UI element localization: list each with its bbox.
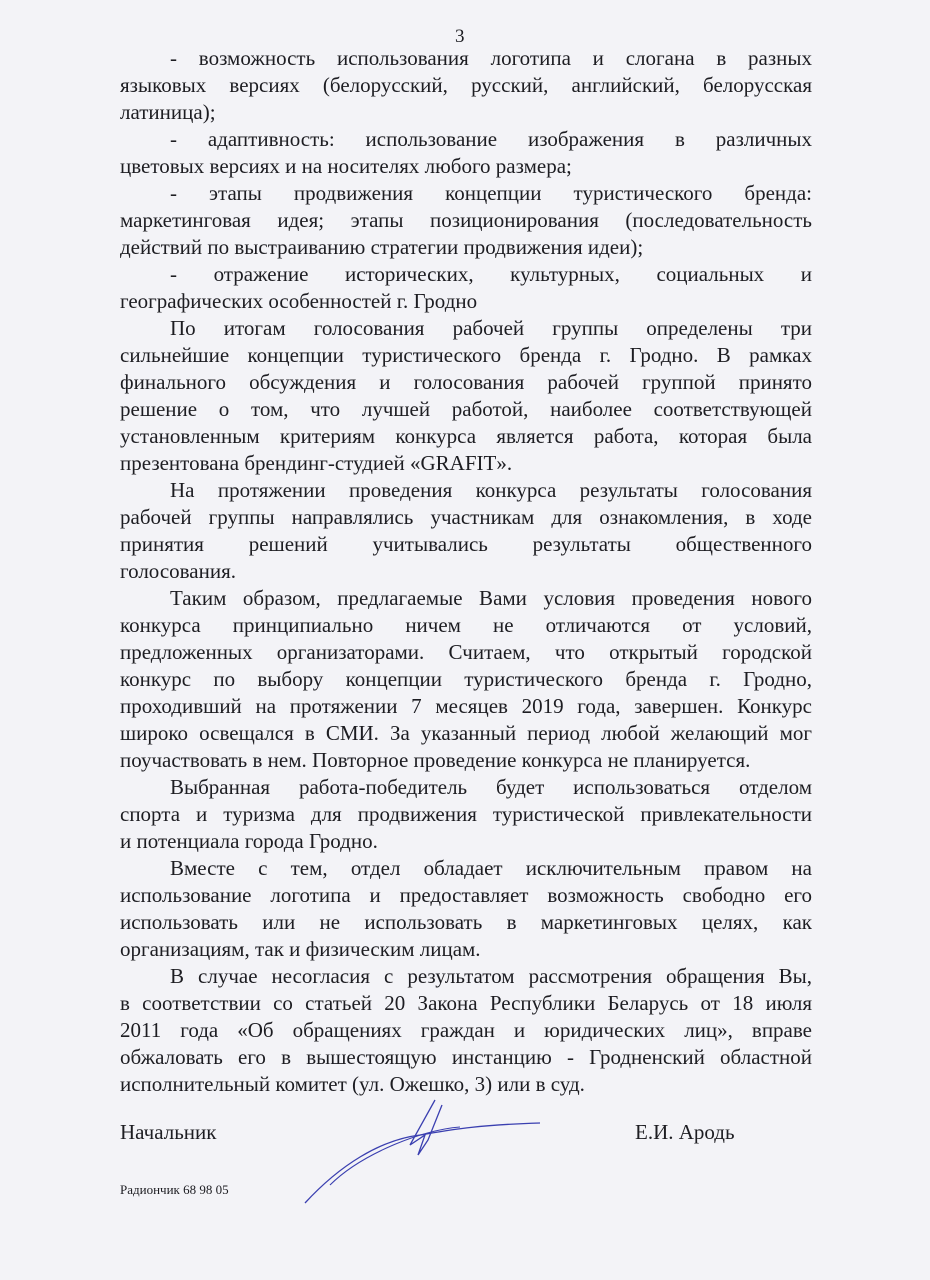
paragraph-line: предложенных организаторами. Считаем, что открытый городской: [120, 640, 812, 664]
contact-line: Радиончик 68 98 05: [120, 1182, 229, 1197]
paragraph-line: в соответствии со статьей 20 Закона Республики Беларусь от 18 июля: [120, 991, 812, 1015]
paragraph-line: рабочей группы направлялись участникам для ознакомления, в ходе: [120, 505, 812, 529]
paragraph-line: спорта и туризма для продвижения туристической привлекательности: [120, 802, 812, 826]
paragraph-line: - отражение исторических, культурных, социальных и: [170, 262, 812, 286]
paragraph-line: широко освещался в СМИ. За указанный период любой желающий мог: [120, 721, 812, 745]
paragraph-line: 2011 года «Об обращениях граждан и юридических лиц», вправе: [120, 1018, 812, 1042]
paragraph-line: проходивший на протяжении 7 месяцев 2019 года, завершен. Конкурс: [120, 694, 812, 718]
paragraph-line: обжаловать его в вышестоящую инстанцию - Гродненский областной: [120, 1045, 812, 1069]
paragraph-line: использовать или не использовать в маркетинговых целях, как: [120, 910, 812, 934]
paragraph-line: По итогам голосования рабочей группы определены три: [170, 316, 812, 340]
paragraph-line: географических особенностей г. Гродно: [120, 289, 478, 313]
paragraph-line: презентована брендинг-студией «GRAFIT».: [120, 451, 513, 475]
paragraph-line: исполнительный комитет (ул. Ожешко, 3) или в суд.: [120, 1072, 585, 1096]
paragraph-line: На протяжении проведения конкурса результаты голосования: [170, 478, 812, 502]
paragraph-line: конкурса принципиально ничем не отличаются от условий,: [120, 613, 812, 637]
paragraph-line: поучаствовать в нем. Повторное проведение конкурса не планируется.: [120, 748, 751, 772]
paragraph-line: Таким образом, предлагаемые Вами условия проведения нового: [170, 586, 812, 610]
paragraph-line: конкурс по выбору концепции туристического бренда г. Гродно,: [120, 667, 812, 691]
paragraph-line: цветовых версиях и на носителях любого размера;: [120, 154, 572, 178]
paragraph-line: установленным критериям конкурса является работа, которая была: [120, 424, 812, 448]
paragraph-line: латиница);: [120, 100, 216, 124]
signatory-position: Начальник: [120, 1120, 217, 1144]
paragraph-line: и потенциала города Гродно.: [120, 829, 378, 853]
paragraph-line: организациям, так и физическим лицам.: [120, 937, 481, 961]
page-number: 3: [455, 26, 465, 47]
paragraph-line: голосования.: [120, 559, 236, 583]
paragraph-line: языковых версиях (белорусский, русский, английский, белорусская: [120, 73, 812, 97]
paragraph-line: маркетинговая идея; этапы позиционирования (последовательность: [120, 208, 812, 232]
paragraph-line: Вместе с тем, отдел обладает исключительным правом на: [170, 856, 812, 880]
paragraph-line: принятия решений учитывались результаты общественного: [120, 532, 812, 556]
paragraph-line: использование логотипа и предоставляет возможность свободно его: [120, 883, 812, 907]
signatory-name: Е.И. Ародь: [635, 1120, 735, 1144]
paragraph-line: - этапы продвижения концепции туристического бренда:: [170, 181, 812, 205]
paragraph-line: финального обсуждения и голосования рабочей группой принято: [120, 370, 812, 394]
paragraph-line: действий по выстраиванию стратегии продвижения идеи);: [120, 235, 644, 259]
paragraph-line: сильнейшие концепции туристического бренда г. Гродно. В рамках: [120, 343, 812, 367]
paragraph-line: - возможность использования логотипа и слогана в разных: [170, 46, 812, 70]
paragraph-line: Выбранная работа-победитель будет использоваться отделом: [170, 775, 812, 799]
letter-body: [120, 45, 812, 1098]
handwritten-signature: [300, 1095, 580, 1205]
paragraph-line: решение о том, что лучшей работой, наиболее соответствующей: [120, 397, 812, 421]
paragraph-line: В случае несогласия с результатом рассмотрения обращения Вы,: [170, 964, 812, 988]
paragraph-line: - адаптивность: использование изображения в различных: [170, 127, 812, 151]
